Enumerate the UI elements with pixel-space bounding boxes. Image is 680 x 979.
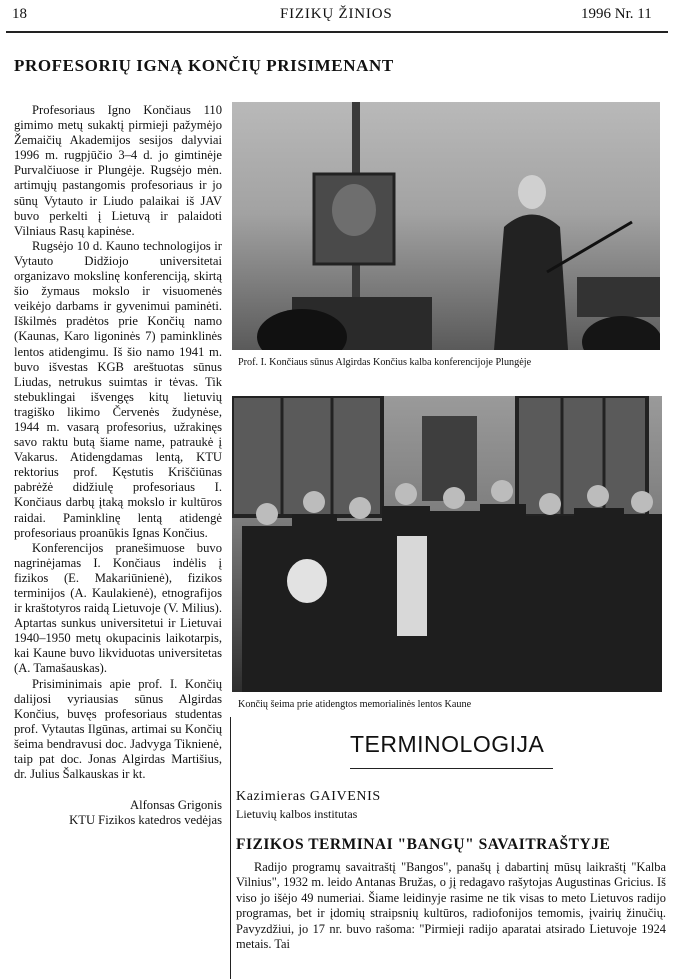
paragraph: Radijo programų savaitraštį "Bangos", panašų į dabartinį mūsų laikraštį "Kalba Vilnius", 1932 m. leido Antanas Bružas, o jį redagavo rašytojas Augustinas Gricius. Iš viso jo išėjo 49 numeriai. Šiame leidinyje rasime ne tik visas to meto Lietuvos radijo programas, bet ir įdomių straipsnių kultūros, radiofonijos temomis, įvairių žinučių. Pavyzdžiui, jo 17 nr. buvo rašoma: "Pirmieji radijo aparatai atsirado Lietuvoje 1924 metais. Tai xyxy=(236,860,666,952)
paragraph: Profesoriaus Igno Končiaus 110 gimimo metų sukaktį pirmieji pažymėjo Žemaičių Akademijos sesijos dalyviai 1996 m. rugpjūčio 3–4 d. jo gimtinėje Purvalčiuose ir Plungėje. Rugsėjo mėn. artimųjų pastangomis profesoriaus ir jo sūnų Vytauto ir Liudo palaikai iš JAV buvo perkelti į Lietuvą ir palaidoti Vilniaus Rasų kapinėse. xyxy=(14,103,222,238)
section-rule xyxy=(350,768,553,769)
author-name: Kazimieras GAIVENIS xyxy=(236,789,381,804)
family-photo xyxy=(232,396,662,692)
signature-name: Alfonsas Grigonis xyxy=(130,798,222,813)
journal-title: FIZIKŲ ŽINIOS xyxy=(280,6,393,22)
paragraph: Konferencijos pranešimuose buvo nagrinėjamas I. Končiaus indėlis į fizikos (E. Makariūnienė), fizikos terminijos (A. Kaulakienė), etnografijos ir kraštotyros raidą Lietuvoje (V. Milius). Aptartas sunkus universitetui ir Lietuvai 1940–1950 metų okupacinis laikotarpis, kai Kaune buvo likviduotas universitetas (A. Tamašauskas). xyxy=(14,540,222,676)
conference-photo xyxy=(232,102,660,350)
signature-role: KTU Fizikos katedros vedėjas xyxy=(69,813,222,828)
header-rule xyxy=(6,31,668,33)
article-body xyxy=(236,860,666,952)
photo-caption: Prof. I. Končiaus sūnus Algirdas Končius kalba konferencijoje Plungėje xyxy=(238,357,532,368)
page-number: 18 xyxy=(12,6,27,22)
issue-number: 1996 Nr. 11 xyxy=(581,6,652,22)
author-affiliation: Lietuvių kalbos institutas xyxy=(236,807,358,821)
photo-caption: Končių šeima prie atidengtos memorialinės lentos Kaune xyxy=(238,699,472,710)
paragraph: Rugsėjo 10 d. Kauno technologijos ir Vytauto Didžiojo universitetai organizavo mokslinę konferenciją, skirtą šio žymaus mokslo ir visuomenės veikėjo darbams ir gyvenimui paminėti. Iškilmės pradėtos prie Končių namo (Kaunas, Karo ligoninės 7) paminklinės lentos atidengimu. Iš šio namo 1941 m. buvo išvestas KGB areštuotas sūnus Liudas, netrukus suimtas ir tėvas. Tik stebuklingai išvengęs kitų lietuvių tragiško likimo Červenės žudynėse, 1944 m. vasarą profesorius, užrakinęs savo raktu butą šiame name, patraukė į Vakarus. Atidengdamas lentą, KTU rektorius prof. Kęstutis Kriščiūnas pabrėžė didžiulę profesoriaus I. Končiaus darbų įtaką mokslo ir kultūros raidai. Paminklinę lentą atidengė profesoriaus proanūkis Ignas Končius. xyxy=(14,238,222,540)
column-divider xyxy=(230,717,231,979)
article-body xyxy=(14,103,222,828)
article-title: PROFESORIŲ IGNĄ KONČIŲ PRISIMENANT xyxy=(14,56,394,75)
section-title: TERMINOLOGIJA xyxy=(350,731,545,757)
paragraph: Prisiminimais apie prof. I. Končių dalijosi vyriausias sūnus Algirdas Končius, buvęs profesoriaus studentas prof. Vytautas Ilgūnas, artimai su Končių šeima bendravusi doc. Jadvyga Tiknienė, taip pat doc. Jonas Algirdas Martišius, dr. Julius Šalkauskas ir kt. xyxy=(14,676,222,782)
article-title: FIZIKOS TERMINAI "BANGŲ" SAVAITRAŠTYJE xyxy=(236,836,611,853)
